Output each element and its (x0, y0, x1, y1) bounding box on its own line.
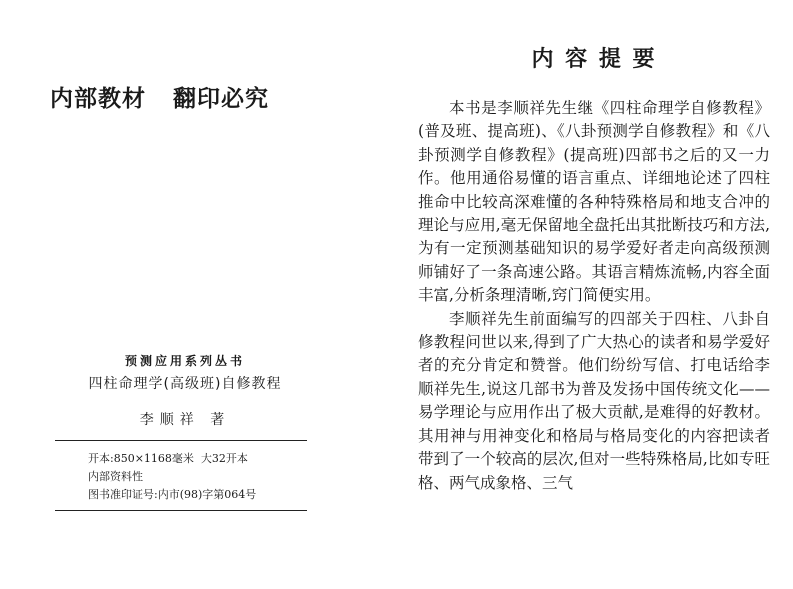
header-notice: 内部教材 翻印必究 (50, 86, 270, 112)
summary-paragraph: 本书是李顺祥先生继《四柱命理学自修教程》(普及班、提高班)、《八卦预测学自修教程》和《八卦预测学自修教程》(提高班)四部书之后的又一力作。他用通俗易懂的语言重点、详细地论述了四柱推命中比较高深难懂的各种特殊格局和地支合冲的理论与应用,毫无保留地全盘托出其批断技巧和方法,为有一定预测基础知识的易学爱好者走向高级预测师铺好了一条高速公路。其语言精炼流畅,内容全面丰富,分析条理清晰,窍门简便实用。 (418, 99, 770, 305)
right-page (395, 0, 793, 589)
author-line: 李顺祥 著 (139, 412, 231, 428)
series-name: 预测应用系列丛书 (124, 354, 245, 368)
publication-specs (88, 450, 256, 504)
spec-type: 内部资料性 (88, 470, 143, 483)
spec-format: 开本:850×1168毫米 大32开本 (88, 452, 248, 465)
divider-bottom (55, 510, 307, 511)
summary-title: 内 容 提 要 (531, 46, 657, 72)
divider-top (55, 440, 307, 441)
summary-paragraph: 李顺祥先生前面编写的四部关于四柱、八卦自修教程问世以来,得到了广大热心的读者和易学爱好者的充分肯定和赞誉。他们纷纷写信、打电话给李顺祥先生,说这几部书为普及发扬中国传统文化——易学理论与应用作出了极大贡献,是难得的好教材。其用神与用神变化和格局与格局变化的内容把读者带到了一个较高的层次,但对一些特殊格局,比如专旺格、两气成象格、三气 (418, 309, 770, 492)
summary-body (418, 97, 770, 495)
book-title: 四柱命理学(高级班)自修教程 (88, 376, 282, 392)
spec-permit: 图书准印证号:内市(98)字第064号 (88, 488, 257, 501)
left-page (0, 0, 370, 589)
